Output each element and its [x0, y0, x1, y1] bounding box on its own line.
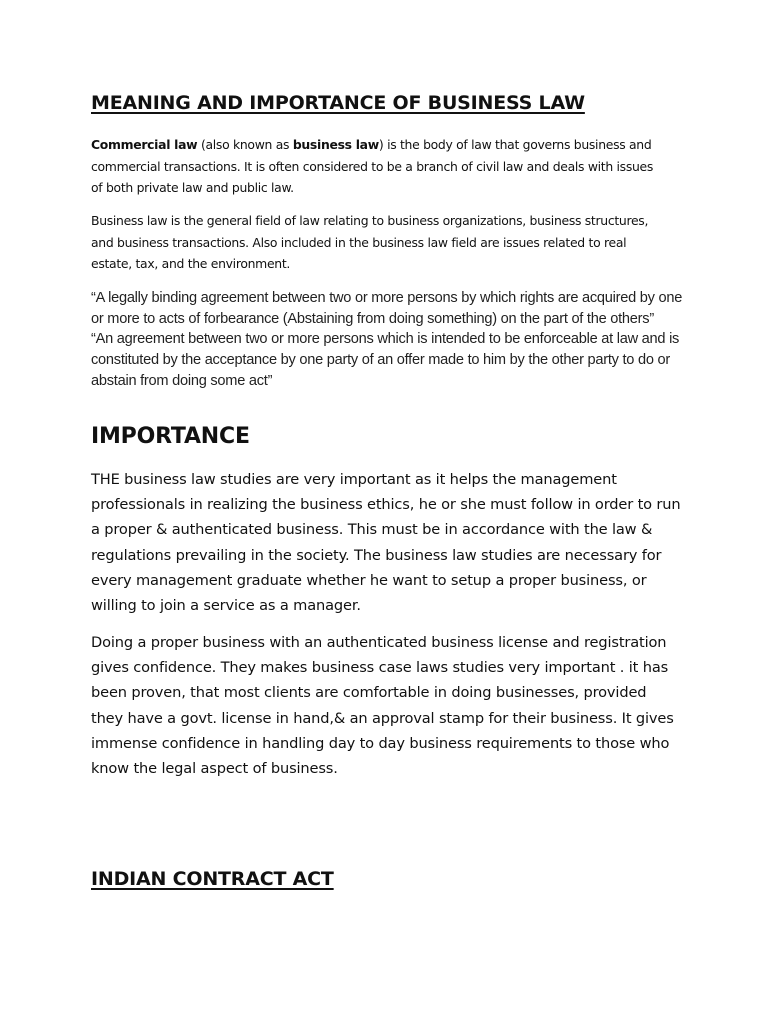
paragraph-line: regulations prevailing in the society. The business law studies are necessary for [91, 546, 662, 564]
paragraph-line: professionals in realizing the business ethics, he or she must follow in order to run [91, 496, 681, 514]
quote-line: abstain from doing some act” [91, 372, 273, 389]
term-business-law: business law [292, 137, 379, 152]
paragraph-importance-2 [91, 630, 674, 781]
paragraph-line: THE business law studies are very important as it helps the management [91, 471, 617, 488]
quote-line: or more to acts of forbearance (Abstaining from doing something) on the part of the others” [91, 310, 654, 327]
term-commercial-law: Commercial law [91, 137, 198, 152]
quote-line: “An agreement between two or more persons which is intended to be enforceable at law and is [91, 331, 680, 347]
quote-definition-1 [91, 288, 691, 330]
paragraph-line: know the legal aspect of business. [91, 760, 338, 778]
section-heading-indian-contract-act: INDIAN CONTRACT ACT [91, 868, 334, 890]
paragraph-line: and business transactions. Also included in the business law field are issues related to real [91, 234, 627, 250]
paragraph-line: Business law is the general field of law relating to business organizations, business structures, [91, 213, 649, 228]
paragraph-line: of both private law and public law. [91, 180, 294, 195]
paragraph-line: they have a govt. license in hand,& an approval stamp for their business. It gives [91, 709, 674, 727]
paragraph-line: commercial transactions. It is often considered to be a branch of civil law and deals with issues [91, 158, 654, 174]
quote-line: constituted by the acceptance by one party of an offer made to him by the other party to do or [91, 351, 670, 368]
quote-definition-2 [91, 329, 691, 391]
paragraph-commercial-law [91, 134, 691, 199]
section-heading-importance: IMPORTANCE [91, 424, 250, 449]
inline-text: ) is the body of law that governs business and [378, 137, 652, 152]
paragraph-line: immense confidence in handling day to day business requirements to those who [91, 734, 670, 752]
paragraph-line: every management graduate whether he want to setup a proper business, or [91, 571, 647, 589]
paragraph-importance-1 [91, 467, 681, 618]
paragraph-line: Doing a proper business with an authenticated business license and registration [91, 634, 667, 651]
quote-line: “A legally binding agreement between two or more persons by which rights are acquired by one [91, 290, 683, 306]
paragraph-line: gives confidence. They makes business case laws studies very important . it has [91, 659, 669, 677]
paragraph-line: a proper & authenticated business. This must be in accordance with the law & [91, 521, 653, 539]
paragraph-line [91, 134, 691, 156]
paragraph-line: willing to join a service as a manager. [91, 597, 361, 615]
paragraph-business-law-general [91, 210, 691, 275]
inline-text: (also known as [197, 137, 293, 152]
paragraph-line: estate, tax, and the environment. [91, 256, 291, 271]
section-heading-meaning: MEANING AND IMPORTANCE OF BUSINESS LAW [91, 92, 585, 114]
paragraph-line: been proven, that most clients are comfortable in doing businesses, provided [91, 684, 647, 702]
